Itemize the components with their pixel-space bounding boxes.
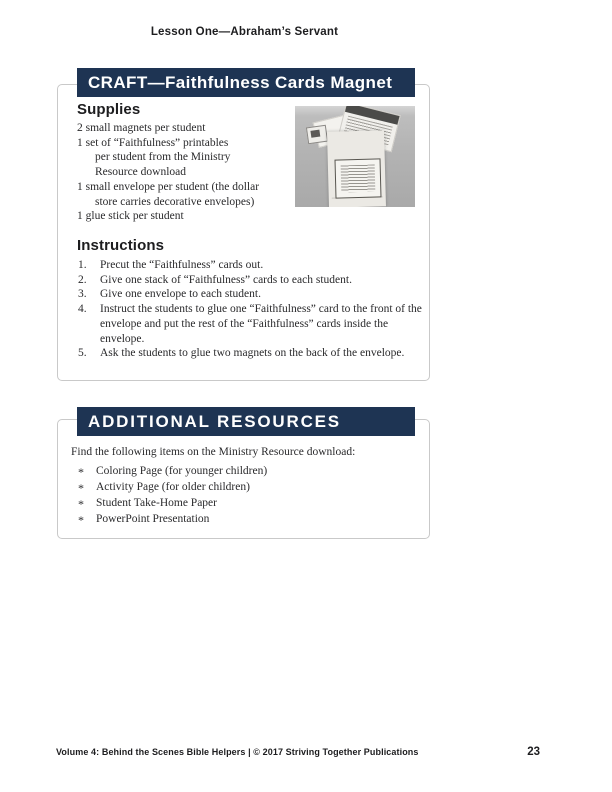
- photo-front-card-text-lines: [341, 165, 376, 193]
- page-header-title: Lesson One—Abraham’s Servant: [150, 26, 339, 38]
- instruction-text: Instruct the students to glue one “Faithfulness” card to the front of the envelope and put the rest of the “Faithfulness” cards inside the envelope.: [100, 303, 422, 345]
- resource-text: Activity Page (for older children): [96, 481, 250, 493]
- instruction-number: 3.: [78, 288, 87, 301]
- page-footer: [56, 746, 540, 758]
- instruction-text: Precut the “Faithfulness” cards out.: [100, 259, 264, 271]
- resource-item: [78, 495, 267, 511]
- instruction-number: 1.: [78, 259, 87, 271]
- resource-text: Student Take-Home Paper: [96, 497, 217, 509]
- instruction-number: 5.: [78, 347, 87, 360]
- resources-banner: ADDITIONAL RESOURCES: [77, 407, 415, 436]
- bullet-icon: *: [78, 465, 84, 479]
- resource-item: [78, 511, 267, 527]
- supply-line-continuation: store carries decorative envelopes): [95, 195, 255, 208]
- instruction-number: 2.: [78, 273, 87, 286]
- resources-list: [78, 463, 267, 527]
- resource-item: [78, 463, 267, 479]
- resource-item: [78, 479, 267, 495]
- instruction-item: [78, 273, 431, 288]
- page-number: 23: [527, 746, 540, 758]
- bullet-icon: *: [78, 481, 84, 495]
- photo-card-small: [306, 125, 328, 145]
- supply-line: 1 small envelope per student (the dollar: [77, 180, 260, 193]
- craft-photo: [295, 106, 415, 207]
- supplies-list: [77, 121, 259, 224]
- supply-line-continuation: per student from the Ministry: [95, 151, 231, 164]
- supply-line: 2 small magnets per student: [77, 122, 206, 134]
- footer-credit-line: Volume 4: Behind the Scenes Bible Helpers | © 2017 Striving Together Publications: [56, 747, 419, 757]
- instruction-item: [78, 302, 431, 346]
- resource-text: Coloring Page (for younger children): [96, 465, 268, 477]
- instruction-text: Give one stack of “Faithfulness” cards to each student.: [100, 273, 352, 286]
- supply-line: 1 set of “Faithfulness” printables: [77, 136, 229, 149]
- instructions-list: [78, 258, 431, 361]
- photo-card-small-image: [310, 130, 320, 138]
- instruction-text: Give one envelope to each student.: [100, 288, 261, 301]
- instruction-number: 4.: [78, 303, 87, 316]
- supply-line: 1 glue stick per student: [77, 210, 184, 223]
- instruction-item: [78, 346, 431, 361]
- bullet-icon: *: [78, 497, 84, 511]
- bullet-icon: *: [78, 513, 84, 527]
- instructions-heading: Instructions: [77, 237, 165, 254]
- resources-intro: Find the following items on the Ministry Resource download:: [71, 446, 356, 458]
- craft-banner: CRAFT—Faithfulness Cards Magnet: [77, 68, 415, 97]
- instruction-text: Ask the students to glue two magnets on the back of the envelope.: [100, 347, 405, 360]
- supplies-heading: Supplies: [77, 101, 141, 118]
- instruction-item: [78, 287, 431, 302]
- supply-line-continuation: Resource download: [95, 166, 187, 179]
- instruction-item: [78, 258, 431, 273]
- resource-text: PowerPoint Presentation: [96, 513, 210, 525]
- photo-front-card: [334, 158, 381, 198]
